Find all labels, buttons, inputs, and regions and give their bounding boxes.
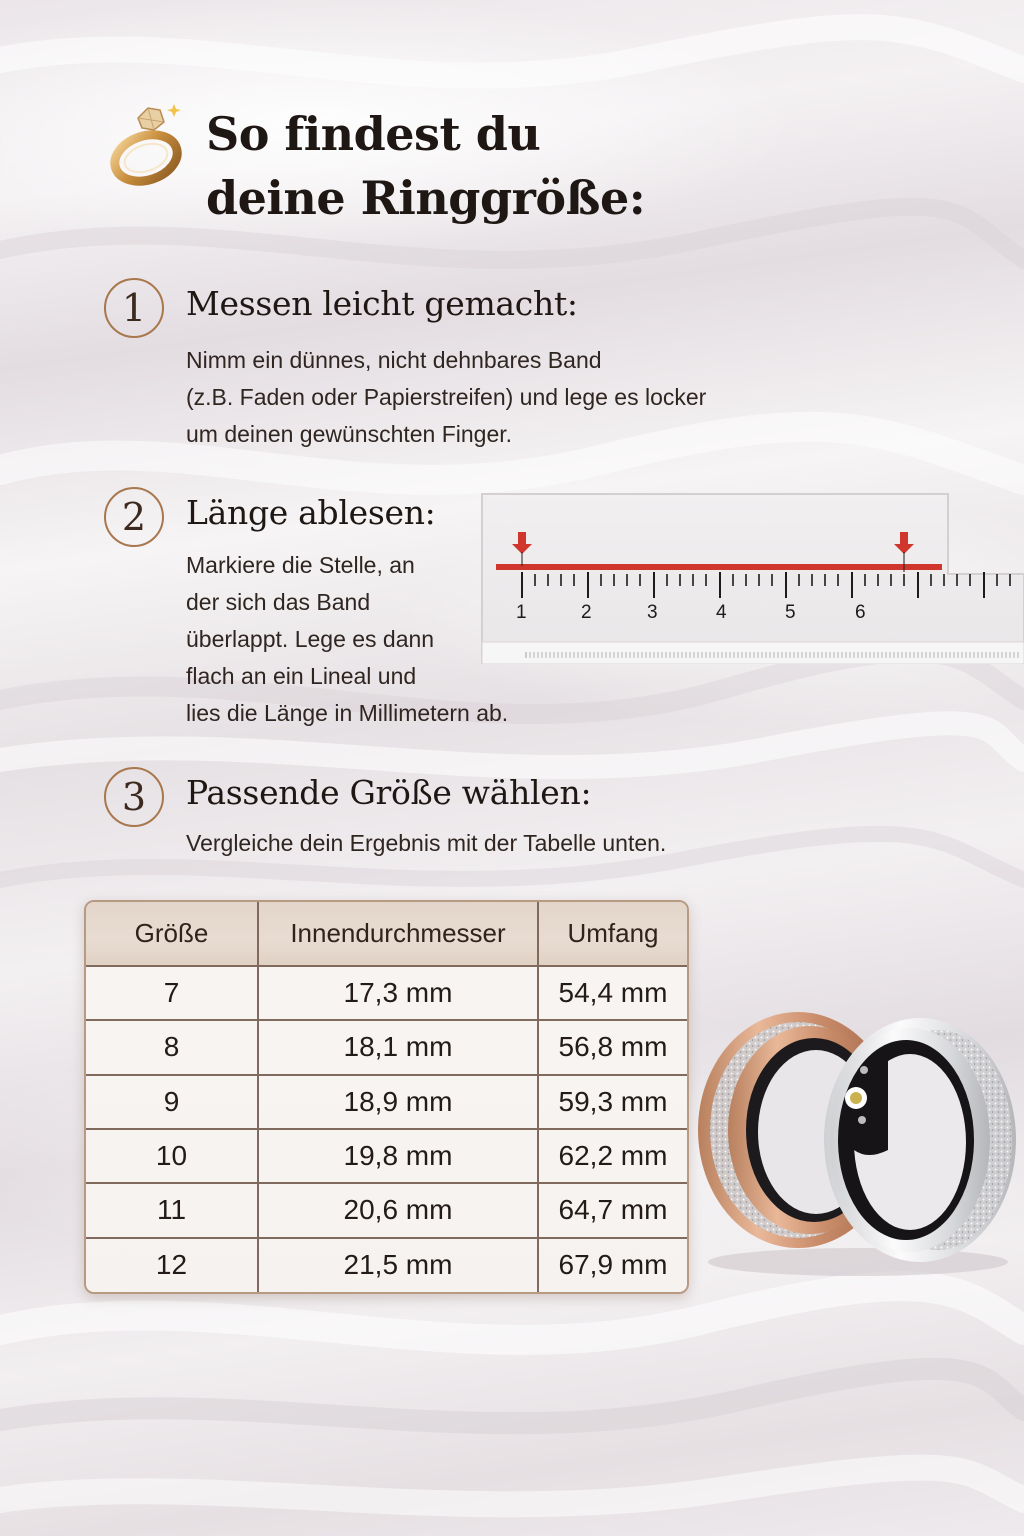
table-row (86, 1238, 687, 1292)
silver-ring (824, 1018, 1016, 1262)
column-header-inner-diameter: Innendurchmesser (258, 902, 538, 966)
ring-size-table (84, 900, 689, 1294)
ruler-label: 1 (516, 602, 527, 623)
step-number-badge: 1 (104, 278, 164, 338)
step-title: Passende Größe wählen: (186, 773, 592, 812)
cell-inner-diameter: 18,9 mm (258, 1075, 538, 1129)
body-line: flach an ein Lineal und (186, 663, 417, 689)
body-line: Nimm ein dünnes, nicht dehnbares Band (186, 347, 602, 373)
ruler-icon (478, 492, 1024, 664)
title-line-2: deine Ringgröße: (206, 171, 646, 225)
step-body (186, 547, 508, 732)
body-line: überlappt. Lege es dann (186, 626, 435, 652)
body-line: um deinen gewünschten Finger. (186, 421, 513, 447)
cell-inner-diameter: 21,5 mm (258, 1238, 538, 1292)
cell-inner-diameter: 20,6 mm (258, 1183, 538, 1237)
column-header-size: Größe (86, 902, 258, 966)
cell-circumference: 54,4 mm (538, 966, 687, 1020)
cell-size: 7 (86, 966, 258, 1020)
smart-rings-image (688, 1000, 1024, 1280)
ruler-illustration (478, 492, 1024, 664)
table-row (86, 1075, 687, 1129)
ruler-labels (478, 602, 1024, 628)
ruler-label: 2 (581, 602, 592, 623)
table-row (86, 1129, 687, 1183)
ruler-label: 4 (716, 602, 727, 623)
column-header-circumference: Umfang (538, 902, 687, 966)
ruler-label: 6 (855, 602, 866, 623)
cell-size: 8 (86, 1020, 258, 1074)
body-line: (z.B. Faden oder Papierstreifen) und lege es locker (186, 384, 707, 410)
cell-circumference: 56,8 mm (538, 1020, 687, 1074)
cell-circumference: 67,9 mm (538, 1238, 687, 1292)
cell-size: 11 (86, 1183, 258, 1237)
step-body (186, 342, 706, 453)
step-number-badge: 2 (104, 487, 164, 547)
table-header-row (86, 902, 687, 966)
title-line-1: So findest du (206, 107, 541, 161)
cell-circumference: 59,3 mm (538, 1075, 687, 1129)
body-line: Markiere die Stelle, an (186, 552, 415, 578)
table-row (86, 1020, 687, 1074)
step-body (186, 825, 666, 862)
step-number-badge: 3 (104, 767, 164, 827)
table-row (86, 966, 687, 1020)
step-title: Messen leicht gemacht: (186, 284, 578, 323)
step-title: Länge ablesen: (186, 493, 436, 532)
cell-inner-diameter: 19,8 mm (258, 1129, 538, 1183)
cell-circumference: 64,7 mm (538, 1183, 687, 1237)
cell-size: 10 (86, 1129, 258, 1183)
body-line: lies die Länge in Millimetern ab. (186, 700, 509, 726)
cell-size: 12 (86, 1238, 258, 1292)
ruler-label: 5 (785, 602, 796, 623)
table-row (86, 1183, 687, 1237)
body-line: Vergleiche dein Ergebnis mit der Tabelle unten. (186, 830, 667, 856)
cell-inner-diameter: 17,3 mm (258, 966, 538, 1020)
cell-circumference: 62,2 mm (538, 1129, 687, 1183)
cell-inner-diameter: 18,1 mm (258, 1020, 538, 1074)
body-line: der sich das Band (186, 589, 371, 615)
page-title (206, 102, 645, 230)
cell-size: 9 (86, 1075, 258, 1129)
gold-ring-icon (108, 100, 190, 190)
ruler-label: 3 (647, 602, 658, 623)
page-header (108, 100, 646, 225)
